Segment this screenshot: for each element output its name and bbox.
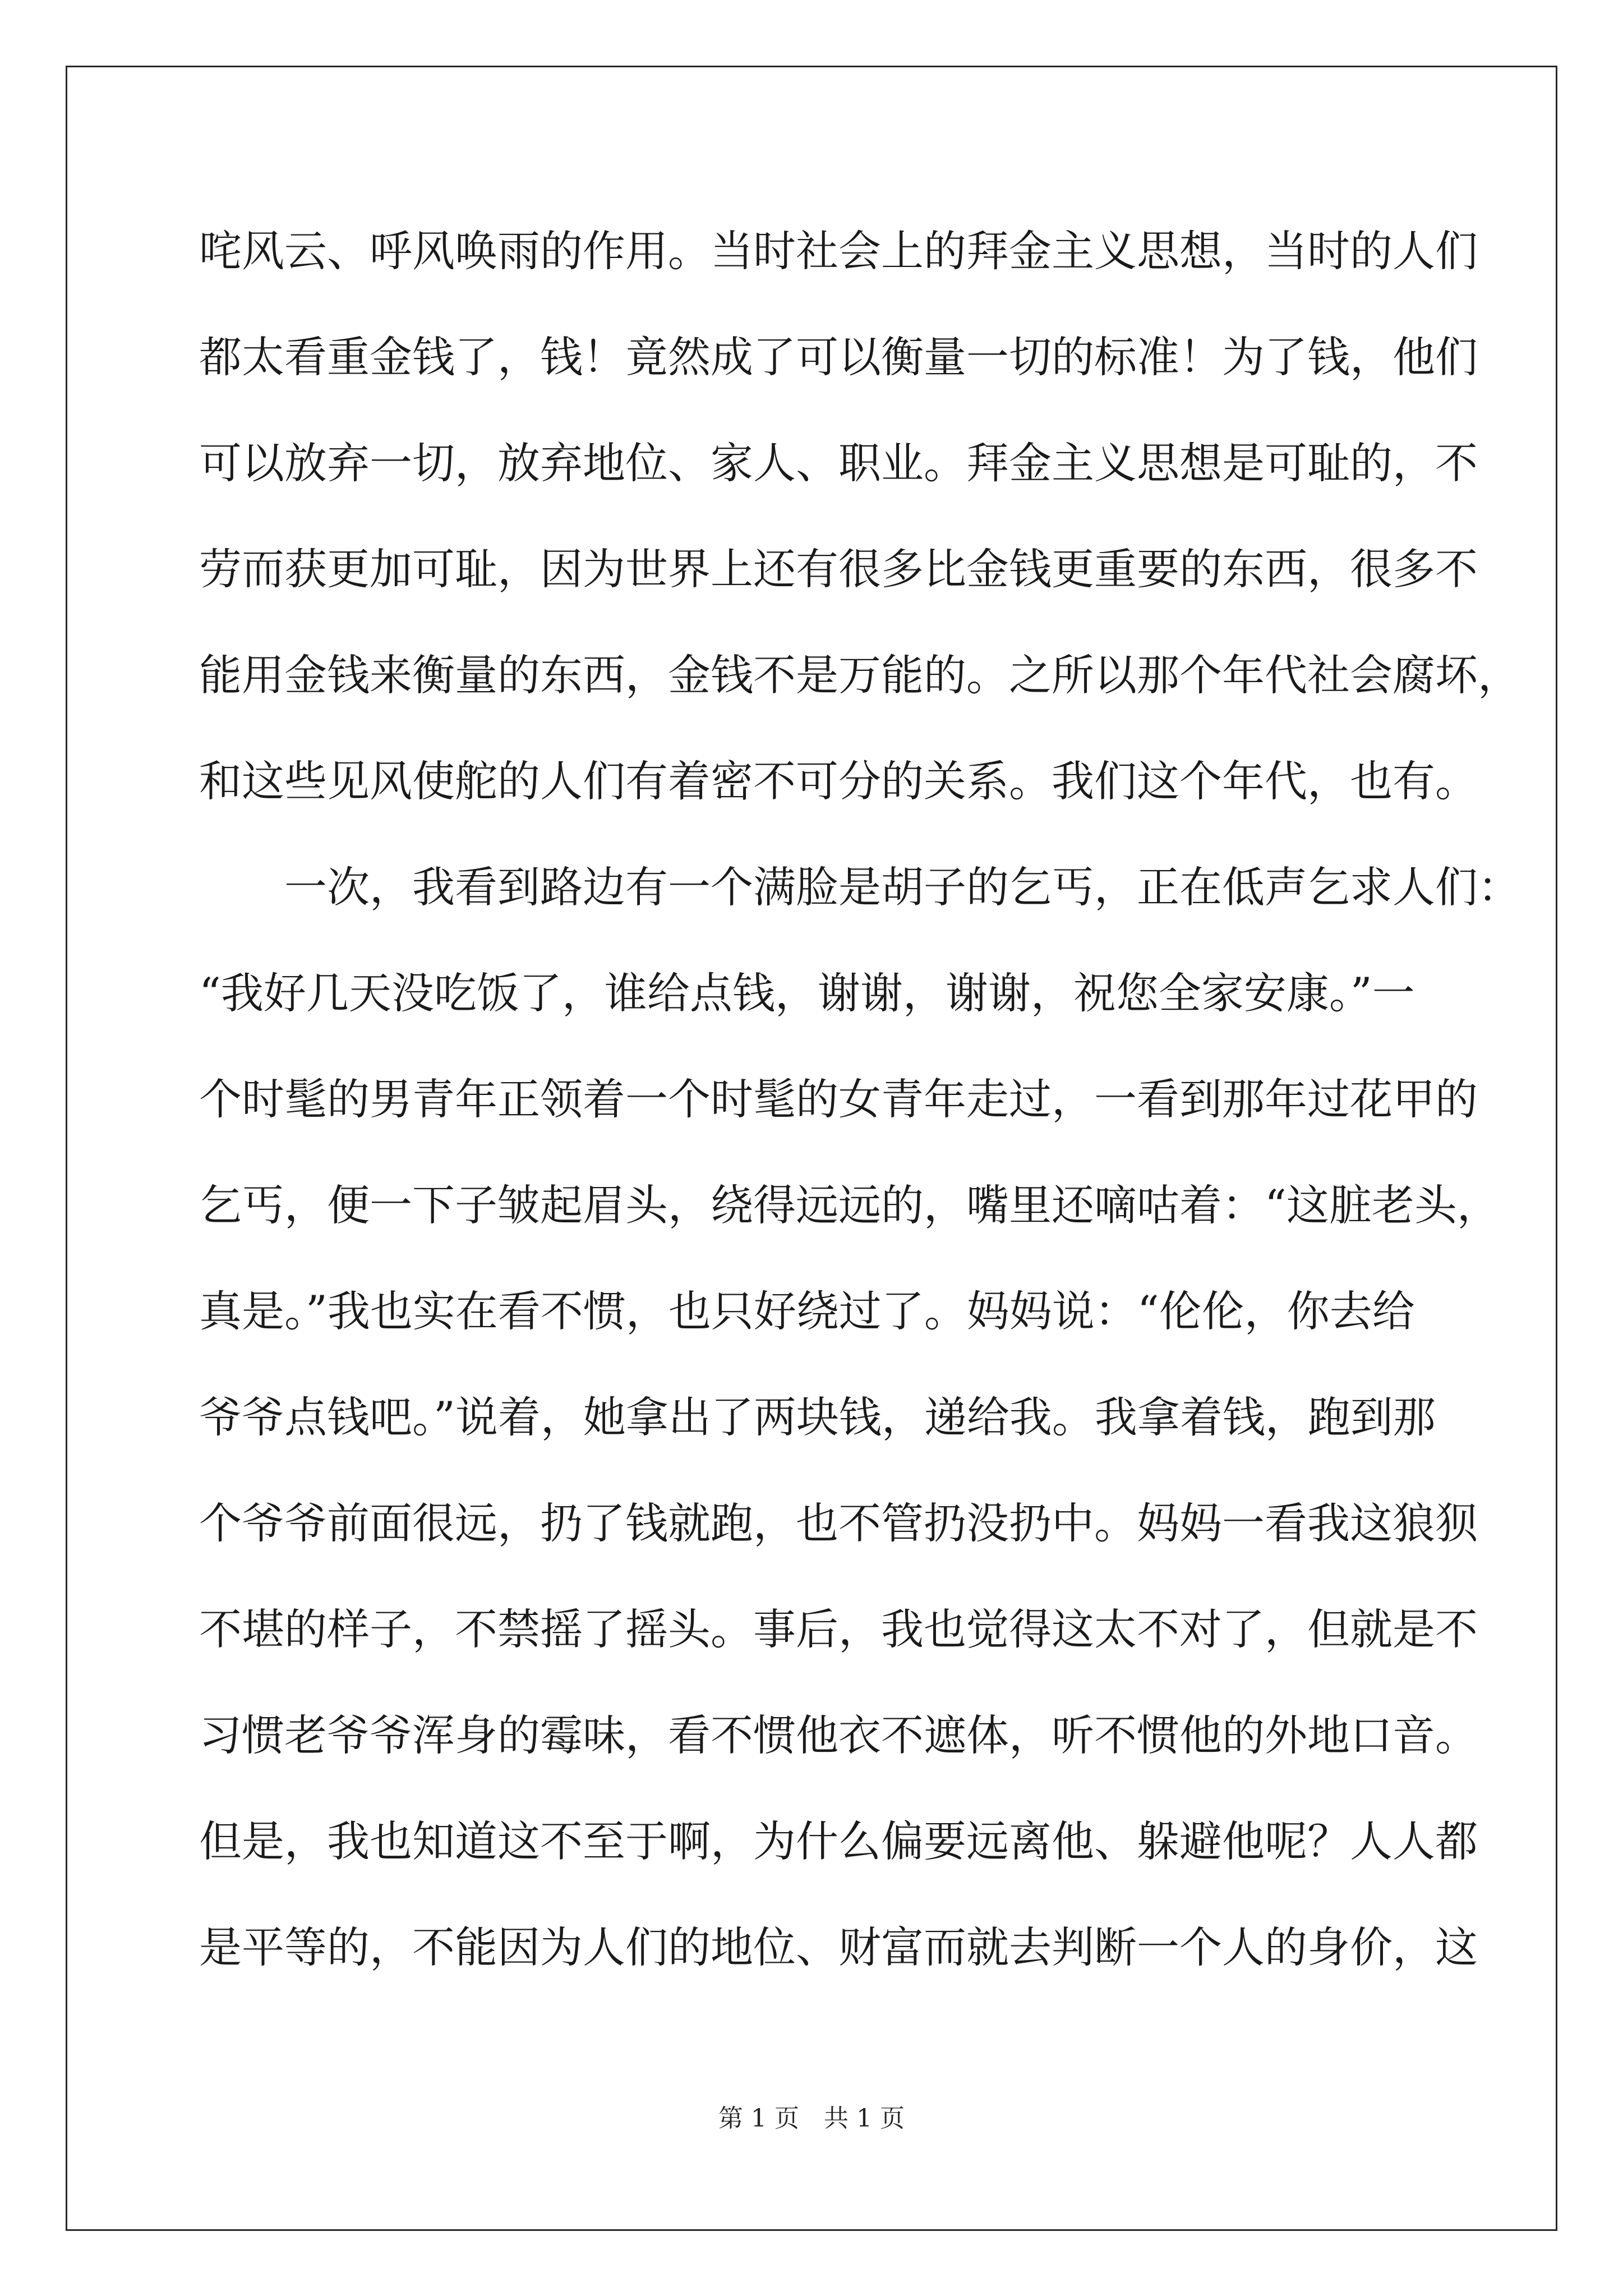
text-line-13: 个爷爷前面很远，扔了钱就跑，也不管扔没扔中。妈妈一看我这狼狈 bbox=[199, 1498, 1478, 1548]
text-line-11: 真是。”我也实在看不惯，也只好绕过了。妈妈说：“伦伦，你去给 bbox=[199, 1286, 1415, 1336]
text-line-7: 一次，我看到路边有一个满脸是胡子的乞丐，正在低声乞求人们： bbox=[199, 862, 1520, 912]
text-line-9: 个时髦的男青年正领着一个时髦的女青年走过，一看到那年过花甲的 bbox=[199, 1074, 1478, 1124]
text-line-2: 都太看重金钱了，钱！竟然成了可以衡量一切的标准！为了钱，他们 bbox=[199, 332, 1478, 382]
text-line-5: 能用金钱来衡量的东西，金钱不是万能的。之所以那个年代社会腐坏， bbox=[199, 650, 1520, 700]
text-line-14: 不堪的样子，不禁摇了摇头。事后，我也觉得这太不对了，但就是不 bbox=[199, 1604, 1478, 1654]
text-line-1: 咤风云、呼风唤雨的作用。当时社会上的拜金主义思想，当时的人们 bbox=[199, 226, 1478, 276]
text-line-8: “我好几天没吃饭了，谁给点钱，谢谢，谢谢，祝您全家安康。”一 bbox=[199, 968, 1415, 1018]
text-line-6: 和这些见风使舵的人们有着密不可分的关系。我们这个年代，也有。 bbox=[199, 756, 1478, 806]
text-line-17: 是平等的，不能因为人们的地位、财富而就去判断一个人的身价，这 bbox=[199, 1922, 1478, 1972]
text-line-15: 习惯老爷爷浑身的霉味，看不惯他衣不遮体，听不惯他的外地口音。 bbox=[199, 1710, 1478, 1760]
text-line-4: 劳而获更加可耻，因为世界上还有很多比金钱更重要的东西，很多不 bbox=[199, 544, 1478, 594]
text-line-3: 可以放弃一切，放弃地位、家人、职业。拜金主义思想是可耻的，不 bbox=[199, 438, 1478, 488]
text-line-16: 但是，我也知道这不至于啊，为什么偏要远离他、躲避他呢？人人都 bbox=[199, 1816, 1478, 1866]
text-line-12: 爷爷点钱吧。”说着，她拿出了两块钱，递给我。我拿着钱，跑到那 bbox=[199, 1392, 1436, 1442]
text-line-10: 乞丐，便一下子皱起眉头，绕得远远的，嘴里还嘀咕着：“这脏老头， bbox=[199, 1180, 1500, 1230]
document-body bbox=[199, 212, 1520, 2014]
page-number-footer: 第 1 页 共 1 页 bbox=[718, 2104, 905, 2133]
